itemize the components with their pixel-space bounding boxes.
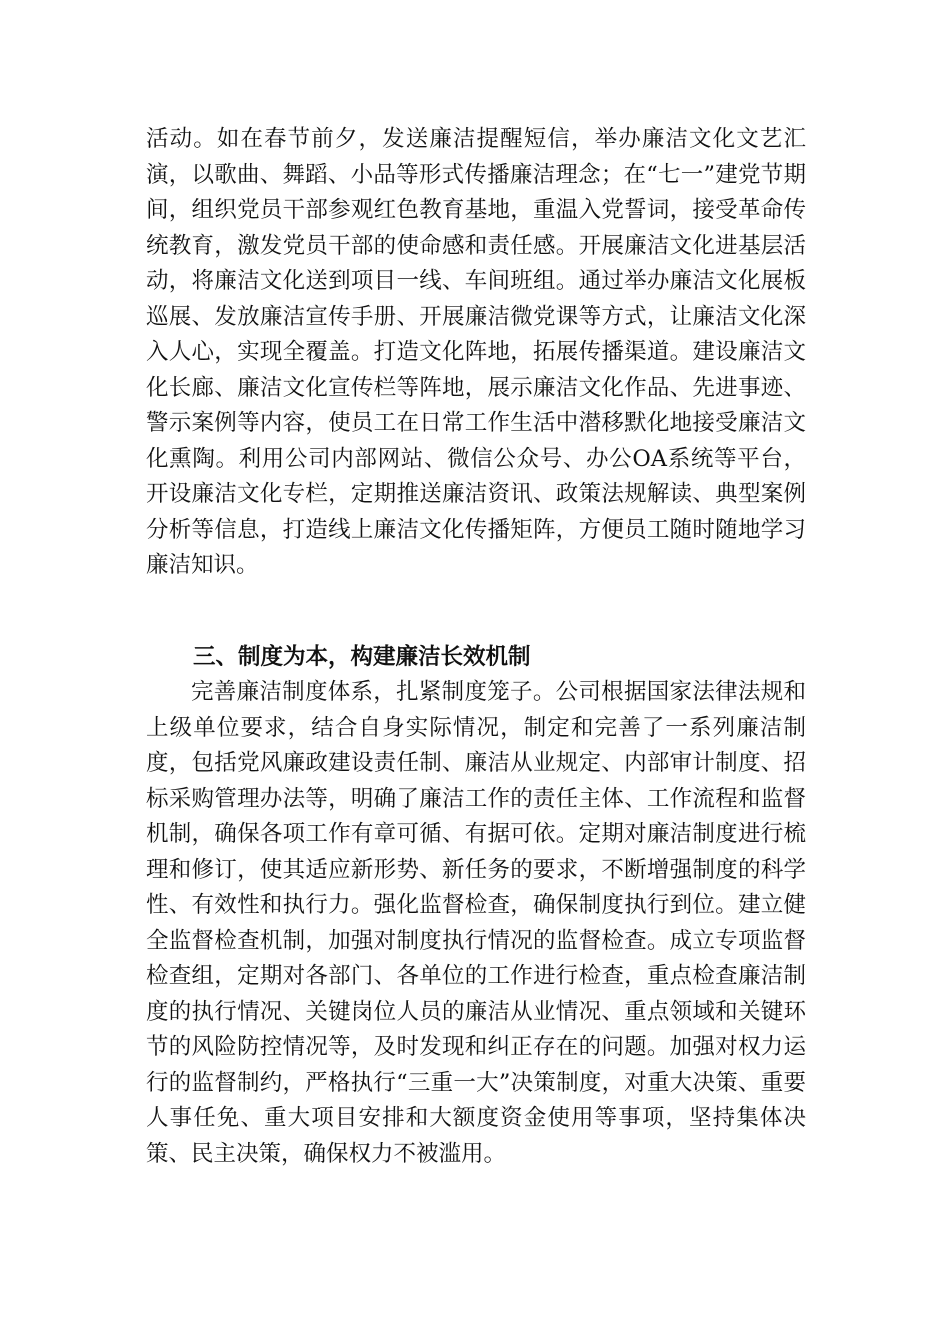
body-paragraph-continued: 活动。如在春节前夕，发送廉洁提醒短信，举办廉洁文化文艺汇演，以歌曲、舞蹈、小品等形式传播廉洁理念；在“七一”建党节期间，组织党员干部参观红色教育基地，重温入党誓词，接受革命传统教育，激发党员干部的使命感和责任感。开展廉洁文化进基层活动，将廉洁文化送到项目一线、车间班组。通过举办廉洁文化展板巡展、发放廉洁宣传手册、开展廉洁微党课等方式，让廉洁文化深入人心，实现全覆盖。打造文化阵地，拓展传播渠道。建设廉洁文化长廊、廉洁文化宣传栏等阵地，展示廉洁文化作品、先进事迹、警示案例等内容，使员工在日常工作生活中潜移默化地接受廉洁文化熏陶。利用公司内部网站、微信公众号、办公OA系统等平台，开设廉洁文化专栏，定期推送廉洁资讯、政策法规解读、典型案例分析等信息，打造线上廉洁文化传播矩阵，方便员工随时随地学习廉洁知识。 bbox=[146, 126, 806, 578]
section-heading: 三、制度为本，构建廉洁长效机制 bbox=[193, 644, 531, 670]
body-paragraph: 完善廉洁制度体系，扎紧制度笼子。公司根据国家法律法规和上级单位要求，结合自身实际情况，制定和完善了一系列廉洁制度，包括党风廉政建设责任制、廉洁从业规定、内部审计制度、招标采购管理办法等，明确了廉洁工作的责任主体、工作流程和监督机制，确保各项工作有章可循、有据可依。定期对廉洁制度进行梳理和修订，使其适应新形势、新任务的要求，不断增强制度的科学性、有效性和执行力。强化监督检查，确保制度执行到位。建立健全监督检查机制，加强对制度执行情况的监督检查。成立专项监督检查组，定期对各部门、各单位的工作进行检查，重点检查廉洁制度的执行情况、关键岗位人员的廉洁从业情况、重点领域和关键环节的风险防控情况等，及时发现和纠正存在的问题。加强对权力运行的监督制约，严格执行“三重一大”决策制度，对重大决策、重要人事任免、重大项目安排和大额度资金使用等事项，坚持集体决策、民主决策，确保权力不被滥用。 bbox=[146, 679, 806, 1167]
